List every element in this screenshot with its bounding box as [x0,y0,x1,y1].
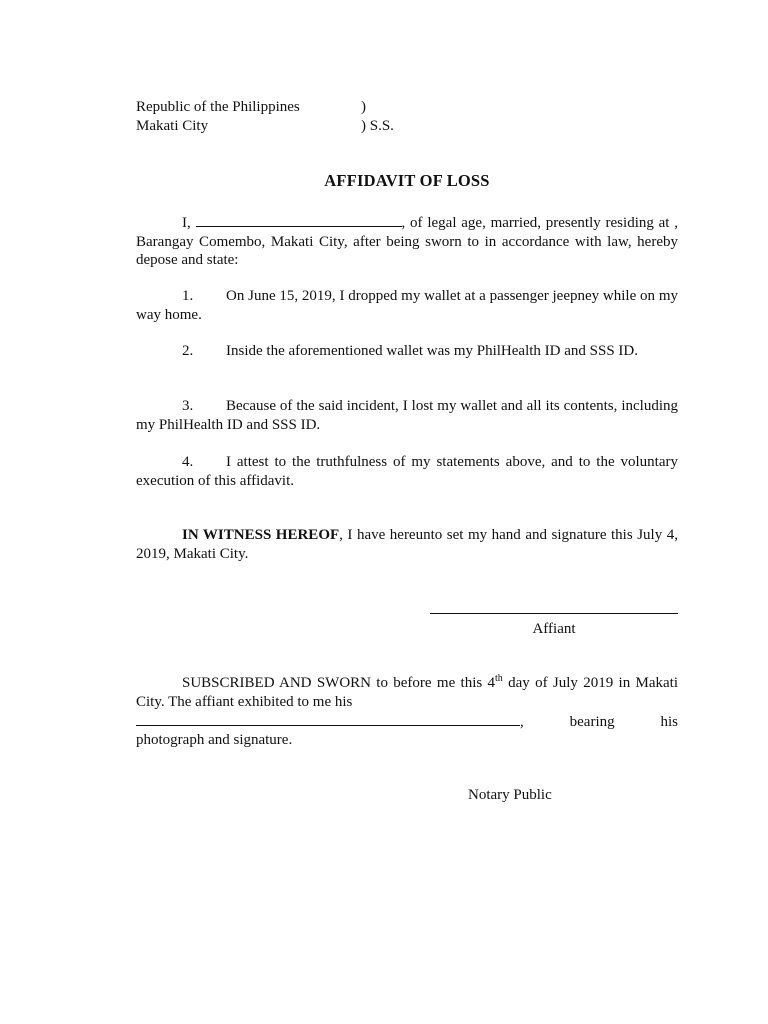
subscribed-part3: , bearing his [520,714,678,730]
ordinal-suffix: th [495,673,503,684]
subscribed-part1: SUBSCRIBED AND SWORN to before me this 4 [182,675,496,691]
subscribed-part2: day of July 2019 in Makati City. The affiant exhibited to me his [136,675,678,710]
venue-block [136,98,436,136]
item-number: 1. [182,288,194,304]
item-paragraph-3 [136,397,678,434]
intro-prefix: I, [182,215,191,231]
venue-row-country [136,98,436,117]
affiant-signature-line [430,612,678,614]
item-paragraph-1 [136,287,678,324]
item-text: I attest to the truthfulness of my statements above, and to the voluntary execution of this affidavit. [136,454,678,489]
venue-bracket: ) [361,99,366,115]
item-paragraph-2 [136,342,678,361]
id-blank [136,711,520,726]
item-paragraph-4 [136,453,678,490]
witness-paragraph [136,526,678,563]
item-text: On June 15, 2019, I dropped my wallet at a passenger jeepney while on my way home. [136,288,678,323]
document-title: AFFIDAVIT OF LOSS [324,171,490,190]
venue-ss: ) S.S. [361,118,394,134]
witness-lead: IN WITNESS HEREOF [182,527,340,543]
item-text: Inside the aforementioned wallet was my PhilHealth ID and SSS ID. [226,343,639,359]
item-number: 2. [182,343,194,359]
subscribed-paragraph [136,674,678,711]
subscribed-closing: photograph and signature. [136,732,293,748]
venue-row-city [136,117,436,136]
affiant-label: Affiant [532,621,576,637]
item-text: Because of the said incident, I lost my wallet and all its contents, including my PhilHealth ID and SSS ID. [136,398,678,433]
witness-text: , I have hereunto set my hand and signature this July 4, 2019, Makati City. [136,527,678,562]
subscribed-id-line [136,711,678,732]
name-blank [196,212,402,227]
venue-city: Makati City [136,118,209,134]
item-number: 3. [182,398,194,414]
venue-country: Republic of the Philippines [136,99,300,115]
intro-text: , of legal age, married, presently residing at , Barangay Comembo, Makati City, after being sworn to in accordance with law, hereby depose and state: [136,215,678,268]
item-number: 4. [182,454,194,470]
intro-paragraph [136,212,678,270]
notary-label: Notary Public [468,787,552,803]
